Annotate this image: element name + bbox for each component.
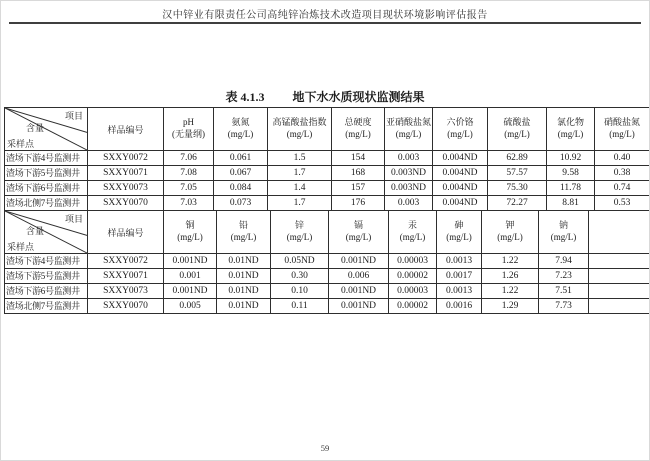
value-cell: 157 [332, 181, 385, 196]
column-unit: (mg/L) [557, 129, 584, 139]
column-name: 锌 [294, 220, 304, 230]
column-name: 钠 [558, 220, 568, 230]
sample-id-cell: SXXY0071 [88, 166, 164, 181]
value-cell: 0.00003 [389, 284, 437, 299]
value-cell: 7.06 [164, 151, 214, 166]
value-cell: 0.00003 [389, 254, 437, 269]
column-unit: (mg/L) [286, 232, 313, 242]
value-cell: 0.10 [271, 284, 329, 299]
value-cell: 154 [332, 151, 385, 166]
column-name: 汞 [407, 220, 417, 230]
column-header [385, 108, 433, 151]
column-header [437, 211, 482, 254]
site-cell: 渣场下游4号监测井 [5, 151, 88, 166]
value-cell: 0.05ND [271, 254, 329, 269]
value-cell: 7.51 [539, 284, 589, 299]
value-cell: 0.001ND [164, 254, 217, 269]
value-cell [589, 269, 650, 284]
site-cell: 渣场北侧7号监测井 [5, 299, 88, 314]
column-name: 硝酸盐氮 [603, 117, 640, 127]
column-header [488, 108, 547, 151]
value-cell: 0.001ND [329, 299, 389, 314]
column-unit: (mg/L) [399, 232, 426, 242]
value-cell: 0.003ND [385, 181, 433, 196]
corner-label-site: 采样点 [7, 139, 35, 149]
column-header [271, 211, 329, 254]
table-row [5, 299, 650, 314]
column-unit: (mg/L) [504, 129, 530, 139]
page-header-title: 汉中锌业有限责任公司高纯锌冶炼技术改造项目现状环境影响评估报告 [162, 10, 488, 21]
table-row [5, 166, 650, 181]
column-name: 镉 [353, 220, 363, 230]
value-cell: 0.0016 [437, 299, 482, 314]
value-cell: 7.03 [164, 196, 214, 211]
column-name: 硫酸盐 [503, 117, 531, 127]
corner-label-site: 采样点 [7, 242, 35, 252]
table-block-general-indicators [4, 107, 650, 211]
sample-id-cell: SXXY0070 [88, 196, 164, 211]
value-cell: 0.53 [595, 196, 650, 211]
column-name: 氯化物 [556, 117, 584, 127]
value-cell: 0.001ND [329, 254, 389, 269]
column-unit: (mg/L) [609, 129, 635, 139]
value-cell: 0.30 [271, 269, 329, 284]
column-header [329, 211, 389, 254]
table-row [5, 151, 650, 166]
column-unit: (mg/L) [446, 232, 472, 242]
table-block-metal-indicators [4, 210, 650, 314]
table-row [5, 254, 650, 269]
value-cell: 0.0013 [437, 284, 482, 299]
value-cell: 0.001ND [329, 284, 389, 299]
value-cell [589, 254, 650, 269]
value-cell: 72.27 [488, 196, 547, 211]
column-unit: (mg/L) [395, 129, 422, 139]
value-cell: 7.05 [164, 181, 214, 196]
column-header [589, 211, 650, 254]
value-cell: 0.01ND [217, 269, 271, 284]
corner-header [5, 211, 88, 254]
value-cell: 0.004ND [433, 166, 488, 181]
value-cell: 10.92 [547, 151, 595, 166]
site-cell: 渣场下游5号监测井 [5, 166, 88, 181]
value-cell: 0.74 [595, 181, 650, 196]
corner-header [5, 108, 88, 151]
value-cell: 7.94 [539, 254, 589, 269]
table-header-row [5, 211, 650, 254]
column-unit: (mg/L) [497, 232, 523, 242]
column-unit: (mg/L) [550, 232, 577, 242]
column-header [214, 108, 268, 151]
sample-id-cell: SXXY0071 [88, 269, 164, 284]
value-cell: 0.0013 [437, 254, 482, 269]
value-cell: 0.073 [214, 196, 268, 211]
sample-id-header: 样品编号 [88, 108, 164, 151]
column-header [433, 108, 488, 151]
value-cell: 0.004ND [433, 151, 488, 166]
column-header [268, 108, 332, 151]
sample-id-cell: SXXY0072 [88, 151, 164, 166]
column-name: 总硬度 [344, 117, 372, 127]
column-name: 氨氮 [231, 117, 250, 127]
column-name: 铜 [185, 220, 195, 230]
column-unit: (mg/L) [345, 232, 372, 242]
corner-label-project: 项目 [64, 214, 83, 224]
value-cell: 0.067 [214, 166, 268, 181]
column-header [547, 108, 595, 151]
value-cell: 11.78 [547, 181, 595, 196]
column-unit: (mg/L) [230, 232, 257, 242]
column-header [164, 211, 217, 254]
value-cell: 0.40 [595, 151, 650, 166]
value-cell: 1.29 [482, 299, 539, 314]
table-row [5, 269, 650, 284]
value-cell [589, 284, 650, 299]
monitoring-results-table [4, 107, 650, 314]
value-cell: 8.81 [547, 196, 595, 211]
table-caption-label: 表 4.1.3 [225, 90, 265, 104]
header-divider [9, 22, 641, 24]
table-row [5, 284, 650, 299]
column-name: 高锰酸盐指数 [272, 117, 327, 127]
value-cell: 0.084 [214, 181, 268, 196]
value-cell: 0.01ND [217, 284, 271, 299]
value-cell: 176 [332, 196, 385, 211]
column-header [482, 211, 539, 254]
value-cell: 0.01ND [217, 254, 271, 269]
table-row [5, 196, 650, 211]
table-caption [1, 88, 649, 105]
value-cell: 1.7 [268, 166, 332, 181]
value-cell: 0.001 [164, 269, 217, 284]
corner-label-project: 项目 [64, 111, 83, 121]
column-name: 铅 [238, 220, 248, 230]
column-unit: (mg/L) [227, 129, 254, 139]
value-cell: 0.061 [214, 151, 268, 166]
column-name: pH [183, 117, 194, 127]
value-cell: 1.22 [482, 254, 539, 269]
value-cell: 0.38 [595, 166, 650, 181]
table-header-row [5, 108, 650, 151]
value-cell: 7.23 [539, 269, 589, 284]
sample-id-cell: SXXY0072 [88, 254, 164, 269]
column-header [389, 211, 437, 254]
column-unit: (mg/L) [177, 232, 203, 242]
column-name: 砷 [454, 220, 464, 230]
value-cell [589, 299, 650, 314]
column-name: 亚硝酸盐氮 [385, 117, 431, 127]
value-cell: 1.4 [268, 181, 332, 196]
column-unit: (无量纲) [172, 129, 205, 139]
value-cell: 7.73 [539, 299, 589, 314]
value-cell: 0.006 [329, 269, 389, 284]
value-cell: 1.7 [268, 196, 332, 211]
value-cell: 0.003ND [385, 166, 433, 181]
sample-id-cell: SXXY0073 [88, 181, 164, 196]
sample-id-header: 样品编号 [88, 211, 164, 254]
column-unit: (mg/L) [345, 129, 371, 139]
value-cell: 1.26 [482, 269, 539, 284]
value-cell: 1.22 [482, 284, 539, 299]
column-name: 六价铬 [446, 117, 474, 127]
site-cell: 渣场下游4号监测井 [5, 254, 88, 269]
site-cell: 渣场下游6号监测井 [5, 181, 88, 196]
value-cell: 7.08 [164, 166, 214, 181]
sample-id-cell: SXXY0073 [88, 284, 164, 299]
column-name: 钾 [505, 220, 515, 230]
value-cell: 75.30 [488, 181, 547, 196]
value-cell: 0.00002 [389, 269, 437, 284]
site-cell: 渣场北侧7号监测井 [5, 196, 88, 211]
value-cell: 0.01ND [217, 299, 271, 314]
column-header [332, 108, 385, 151]
value-cell: 0.0017 [437, 269, 482, 284]
column-header [164, 108, 214, 151]
site-cell: 渣场下游5号监测井 [5, 269, 88, 284]
column-header [217, 211, 271, 254]
sample-id-cell: SXXY0070 [88, 299, 164, 314]
column-unit: (mg/L) [286, 129, 313, 139]
column-header [595, 108, 650, 151]
column-unit: (mg/L) [447, 129, 473, 139]
value-cell: 0.11 [271, 299, 329, 314]
value-cell: 1.5 [268, 151, 332, 166]
table-caption-title: 地下水水质现状监测结果 [292, 90, 425, 104]
value-cell: 0.004ND [433, 196, 488, 211]
page-number: 59 [320, 443, 330, 453]
value-cell: 62.89 [488, 151, 547, 166]
value-cell: 0.00002 [389, 299, 437, 314]
site-cell: 渣场下游6号监测井 [5, 284, 88, 299]
table-row [5, 181, 650, 196]
column-header [539, 211, 589, 254]
value-cell: 57.57 [488, 166, 547, 181]
value-cell: 0.001ND [164, 284, 217, 299]
value-cell: 0.004ND [433, 181, 488, 196]
value-cell: 9.58 [547, 166, 595, 181]
value-cell: 0.003 [385, 196, 433, 211]
value-cell: 0.005 [164, 299, 217, 314]
value-cell: 168 [332, 166, 385, 181]
corner-label-content: 含量 [26, 226, 45, 236]
value-cell: 0.003 [385, 151, 433, 166]
corner-label-content: 含量 [26, 123, 45, 133]
